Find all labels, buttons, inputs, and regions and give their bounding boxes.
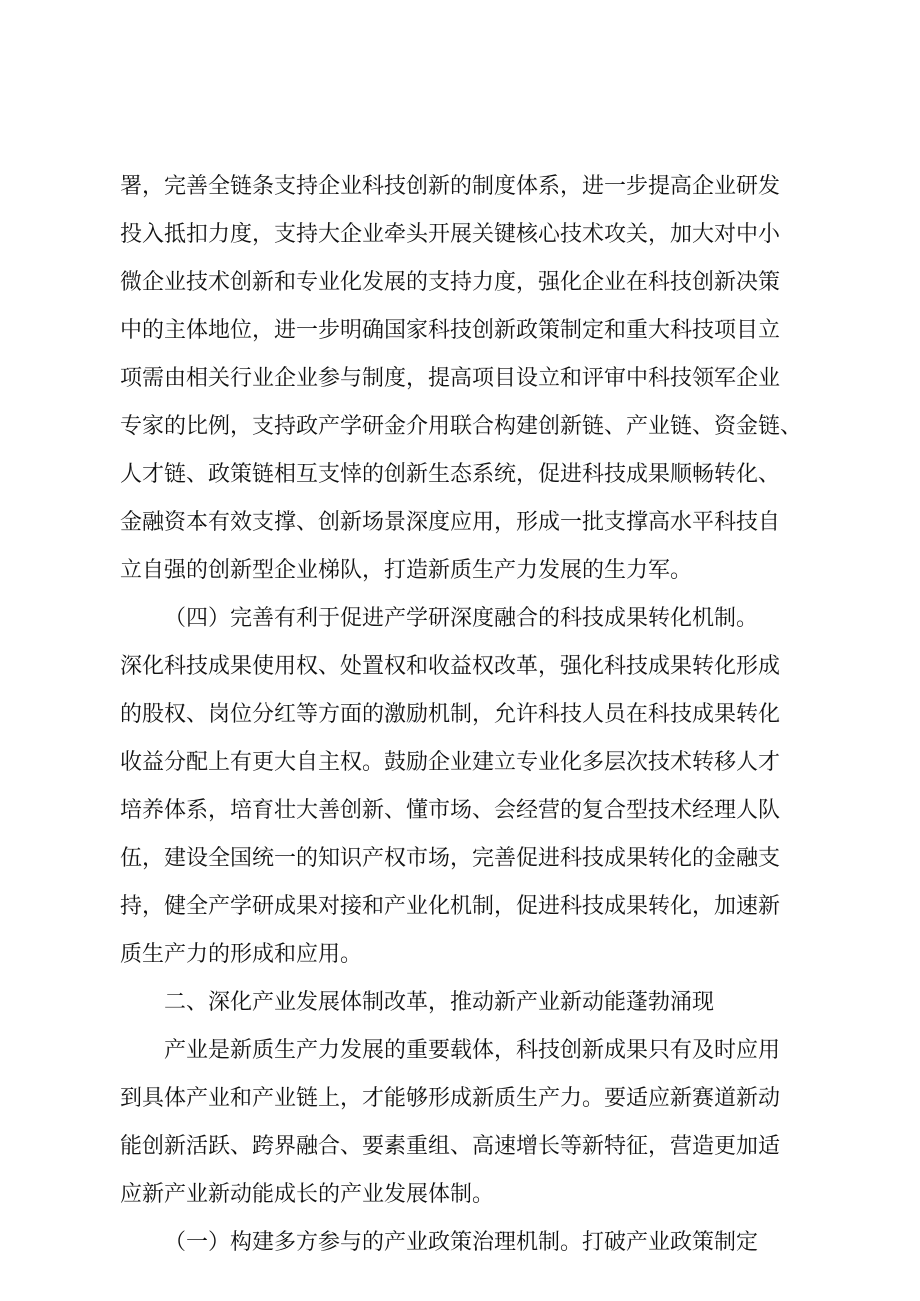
text-line: 项需由相关行业企业参与制度，提高项目设立和评审中科技领军企业 xyxy=(120,366,781,391)
text-line: 到具体产业和产业链上，才能够形成新质生产力。要适应新赛道新动 xyxy=(120,1086,781,1111)
text-line: 培养体系，培育壮大善创新、懂市场、会经营的复合型技术经理人队 xyxy=(120,798,781,823)
text-line: 伍，建设全国统一的知识产权市场，完善促进科技成果转化的金融支 xyxy=(120,846,781,871)
text-line: 投入抵扣力度，支持大企业牵头开展关键核心技术攻关，加大对中小 xyxy=(120,222,781,247)
subsection-heading: （四）完善有利于促进产学研深度融合的科技成果转化机制。 xyxy=(164,606,759,631)
paragraph-first-line: 产业是新质生产力发展的重要载体，科技创新成果只有及时应用 xyxy=(164,1038,781,1063)
text-line: 能创新活跃、跨界融合、要素重组、高速增长等新特征，营造更加适 xyxy=(120,1134,781,1159)
text-line: 深化科技成果使用权、处置权和收益权改革，强化科技成果转化形成 xyxy=(120,654,781,679)
text-line: 专家的比例，支持政产学研金介用联合构建创新链、产业链、资金链、 xyxy=(120,414,803,439)
text-line: 持，健全产学研成果对接和产业化机制，促进科技成果转化，加速新 xyxy=(120,894,781,919)
section-heading: 二、深化产业发展体制改革，推动新产业新动能蓬勃涌现 xyxy=(164,990,715,1015)
text-line: 人才链、政策链相互支悻的创新生态系统，促进科技成果顺畅转化、 xyxy=(120,462,781,487)
text-line: 质生产力的形成和应用。 xyxy=(120,942,363,967)
text-line: 收益分配上有更大自主权。鼓励企业建立专业化多层次技术转移人才 xyxy=(120,750,781,775)
text-line: 立自强的创新型企业梯队，打造新质生产力发展的生力军。 xyxy=(120,558,693,583)
text-line: 金融资本有效支撑、创新场景深度应用，形成一批支撑高水平科技自 xyxy=(120,510,781,535)
text-line: 的股权、岗位分红等方面的激励机制，允许科技人员在科技成果转化 xyxy=(120,702,781,727)
text-line: 署，完善全链条支持企业科技创新的制度体系，进一步提高企业研发 xyxy=(120,174,781,199)
text-line: 应新产业新动能成长的产业发展体制。 xyxy=(120,1182,495,1207)
text-line: 微企业技术创新和专业化发展的支持力度，强化企业在科技创新决策 xyxy=(120,270,781,295)
text-line: 中的主体地位，进一步明确国家科技创新政策制定和重大科技项目立 xyxy=(120,318,781,343)
subsection-heading: （一）构建多方参与的产业政策治理机制。打破产业政策制定 xyxy=(164,1230,759,1255)
